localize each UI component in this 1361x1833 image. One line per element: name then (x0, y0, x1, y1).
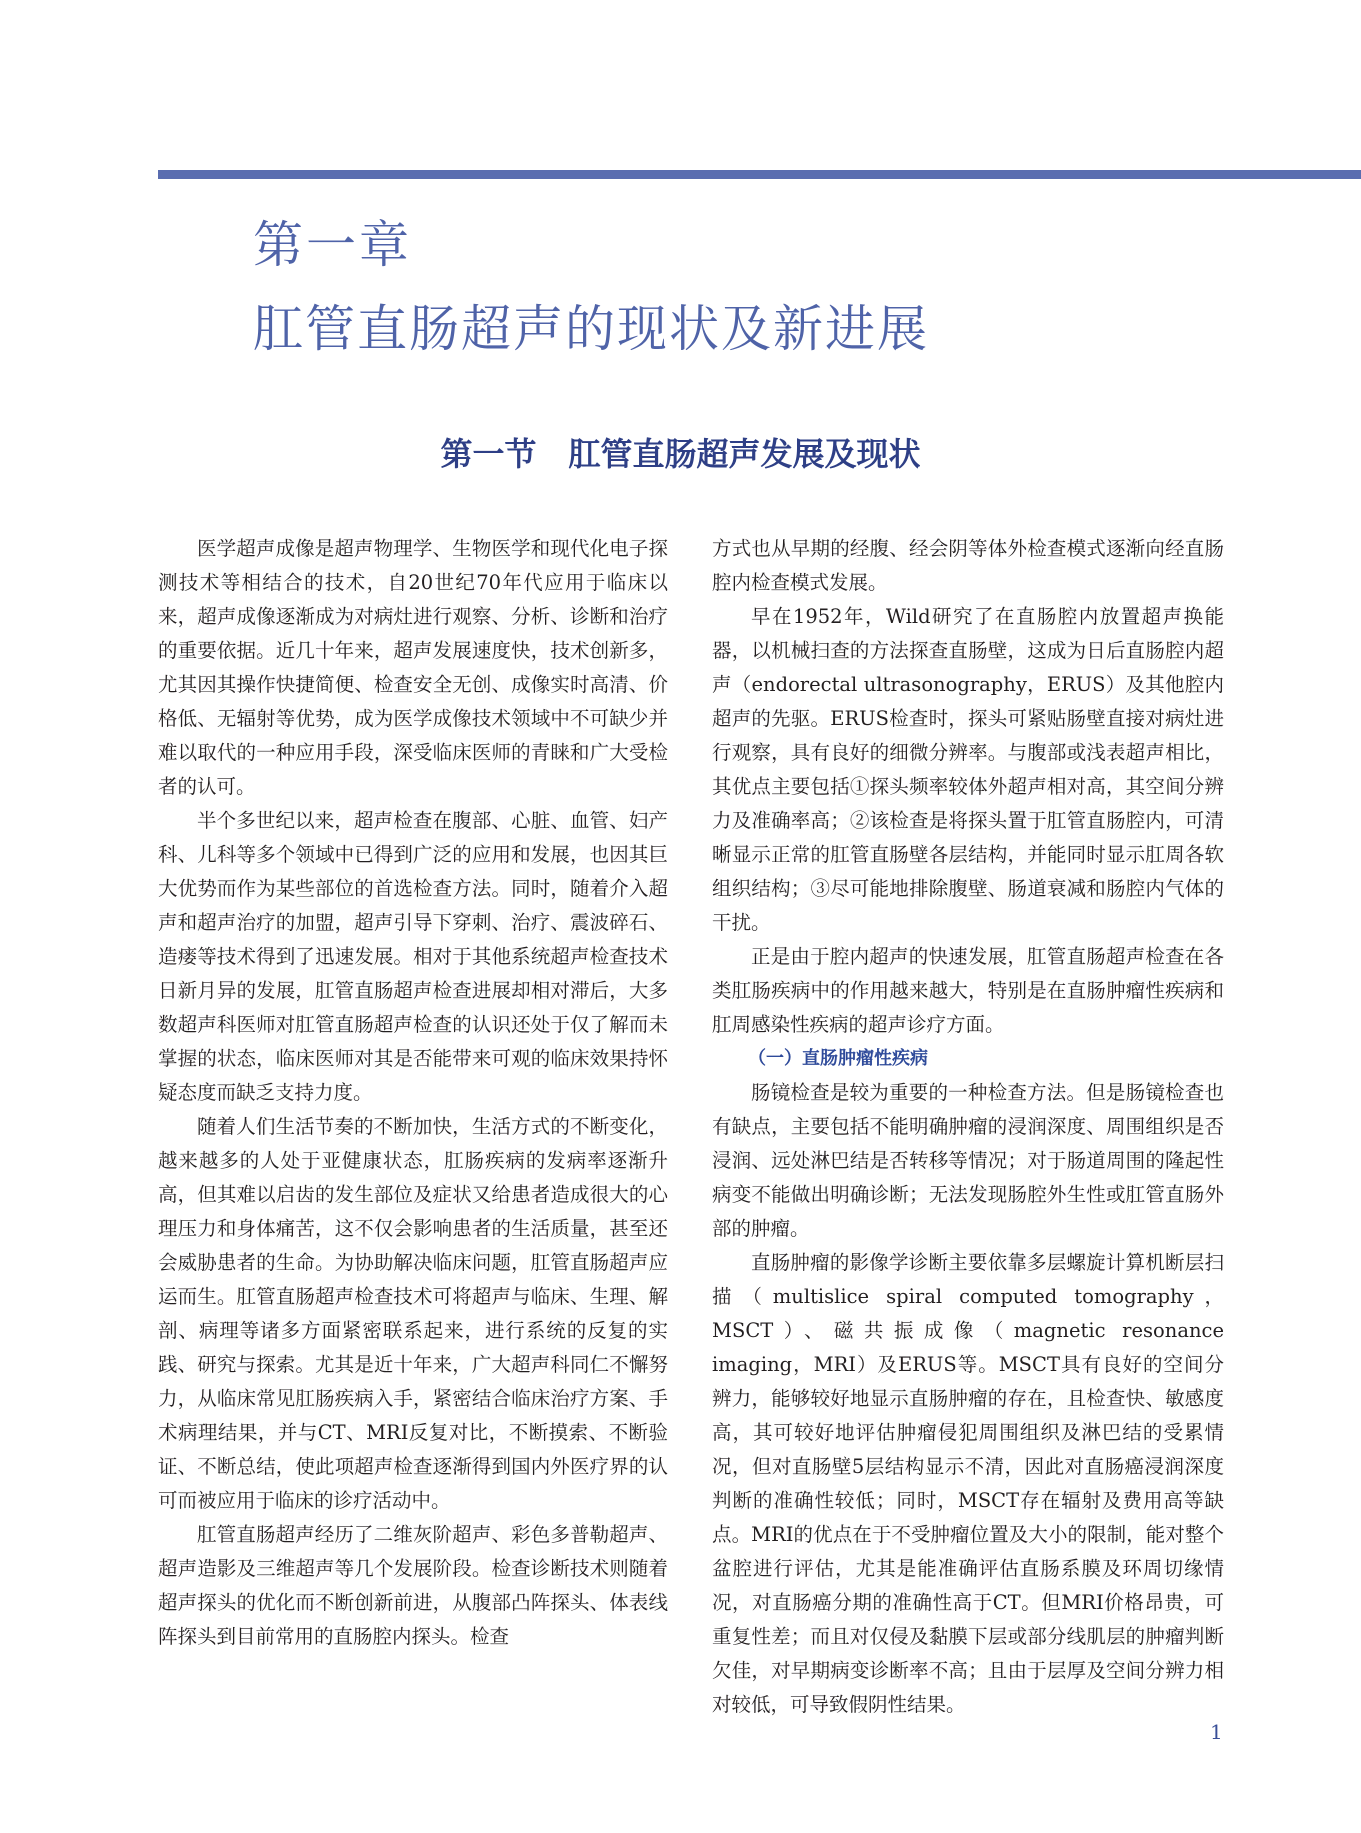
paragraph: 医学超声成像是超声物理学、生物医学和现代化电子探测技术等相结合的技术，自20世纪70年代应用于临床以来，超声成像逐渐成为对病灶进行观察、分析、诊断和治疗的重要依据。近几十年来，超声发展速度快，技术创新多，尤其因其操作快捷简便、检查安全无创、成像实时高清、价格低、无辐射等优势，成为医学成像技术领域中不可缺少并难以取代的一种应用手段，深受临床医师的青睐和广大受检者的认可。 (158, 537, 668, 798)
paragraph: 半个多世纪以来，超声检查在腹部、心脏、血管、妇产科、儿科等多个领域中已得到广泛的应用和发展，也因其巨大优势而作为某些部位的首选检查方法。同时，随着介入超声和超声治疗的加盟，超声引导下穿刺、治疗、震波碎石、造瘘等技术得到了迅速发展。相对于其他系统超声检查技术日新月异的发展，肛管直肠超声检查进展却相对滞后，大多数超声科医师对肛管直肠超声检查的认识还处于仅了解而未掌握的状态，临床医师对其是否能带来可观的临床效果持怀疑态度而缺乏支持力度。 (158, 809, 668, 1104)
paragraph: 直肠肿瘤的影像学诊断主要依靠多层螺旋计算机断层扫描（multislice spiral computed tomography，MSCT）、磁共振成像（magnetic resonance imaging，MRI）及ERUS等。MSCT具有良好的空间分辨力，能够较好地显示直肠肿瘤的存在，且检查快、敏感度高，其可较好地评估肿瘤侵犯周围组织及淋巴结的受累情况，但对直肠壁5层结构显示不清，因此对直肠癌浸润深度判断的准确性较低；同时，MSCT存在辐射及费用高等缺点。MRI的优点在于不受肿瘤位置及大小的限制，能对整个盆腔进行评估，尤其是能准确评估直肠系膜及环周切缘情况，对直肠癌分期的准确性高于CT。但MRI价格昂贵，可重复性差；而且对仅侵及黏膜下层或部分线肌层的肿瘤判断欠佳，对早期病变诊断率不高；且由于层厚及空间分辨力相对较低，可导致假阴性结果。 (712, 1251, 1224, 1716)
paragraph: 随着人们生活节奏的不断加快，生活方式的不断变化，越来越多的人处于亚健康状态，肛肠疾病的发病率逐渐升高，但其难以启齿的发生部位及症状又给患者造成很大的心理压力和身体痛苦，这不仅会影响患者的生活质量，甚至还会威胁患者的生命。为协助解决临床问题，肛管直肠超声应运而生。肛管直肠超声检查技术可将超声与临床、生理、解剖、病理等诸多方面紧密联系起来，进行系统的反复的实践、研究与探索。尤其是近十年来，广大超声科同仁不懈努力，从临床常见肛肠疾病入手，紧密结合临床治疗方案、手术病理结果，并与CT、MRI反复对比，不断摸索、不断验证、不断总结，使此项超声检查逐渐得到国内外医疗界的认可而被应用于临床的诊疗活动中。 (158, 1115, 668, 1512)
chapter-number: 第一章 (253, 216, 412, 274)
paragraph: 早在1952年，Wild研究了在直肠腔内放置超声换能器，以机械扫查的方法探查直肠壁，这成为日后直肠腔内超声（endorectal ultrasonography，ERUS）及其他腔内超声的先驱。ERUS检查时，探头可紧贴肠壁直接对病灶进行观察，具有良好的细微分辨率。与腹部或浅表超声相比，其优点主要包括①探头频率较体外超声相对高，其空间分辨力及准确率高；②该检查是将探头置于肛管直肠腔内，可清晰显示正常的肛管直肠壁各层结构，并能同时显示肛周各软组织结构；③尽可能地排除腹壁、肠道衰减和肠腔内气体的干扰。 (712, 605, 1224, 934)
paragraph: 肛管直肠超声经历了二维灰阶超声、彩色多普勒超声、超声造影及三维超声等几个发展阶段。检查诊断技术则随着超声探头的优化而不断创新前进，从腹部凸阵探头、体表线阵探头到目前常用的直肠腔内探头。检查 (158, 1523, 668, 1648)
chapter-title: 肛管直肠超声的现状及新进展 (253, 300, 929, 358)
top-rule (158, 170, 1361, 179)
page-number: 1 (1210, 1720, 1223, 1744)
paragraph: 肠镜检查是较为重要的一种检查方法。但是肠镜检查也有缺点，主要包括不能明确肿瘤的浸润深度、周围组织是否浸润、远处淋巴结是否转移等情况；对于肠道周围的隆起性病变不能做出明确诊断；无法发现肠腔外生性或肛管直肠外部的肿瘤。 (712, 1081, 1224, 1240)
paragraph: 正是由于腔内超声的快速发展，肛管直肠超声检查在各类肛肠疾病中的作用越来越大，特别是在直肠肿瘤性疾病和肛周感染性疾病的超声诊疗方面。 (712, 945, 1224, 1036)
left-column (158, 532, 668, 1654)
section-title: 第一节 肛管直肠超声发展及现状 (440, 435, 921, 473)
subsection-heading: （一）直肠肿瘤性疾病 (748, 1048, 928, 1069)
paragraph-continued: 方式也从早期的经腹、经会阴等体外检查模式逐渐向经直肠腔内检查模式发展。 (712, 537, 1224, 594)
right-column (712, 532, 1224, 1722)
